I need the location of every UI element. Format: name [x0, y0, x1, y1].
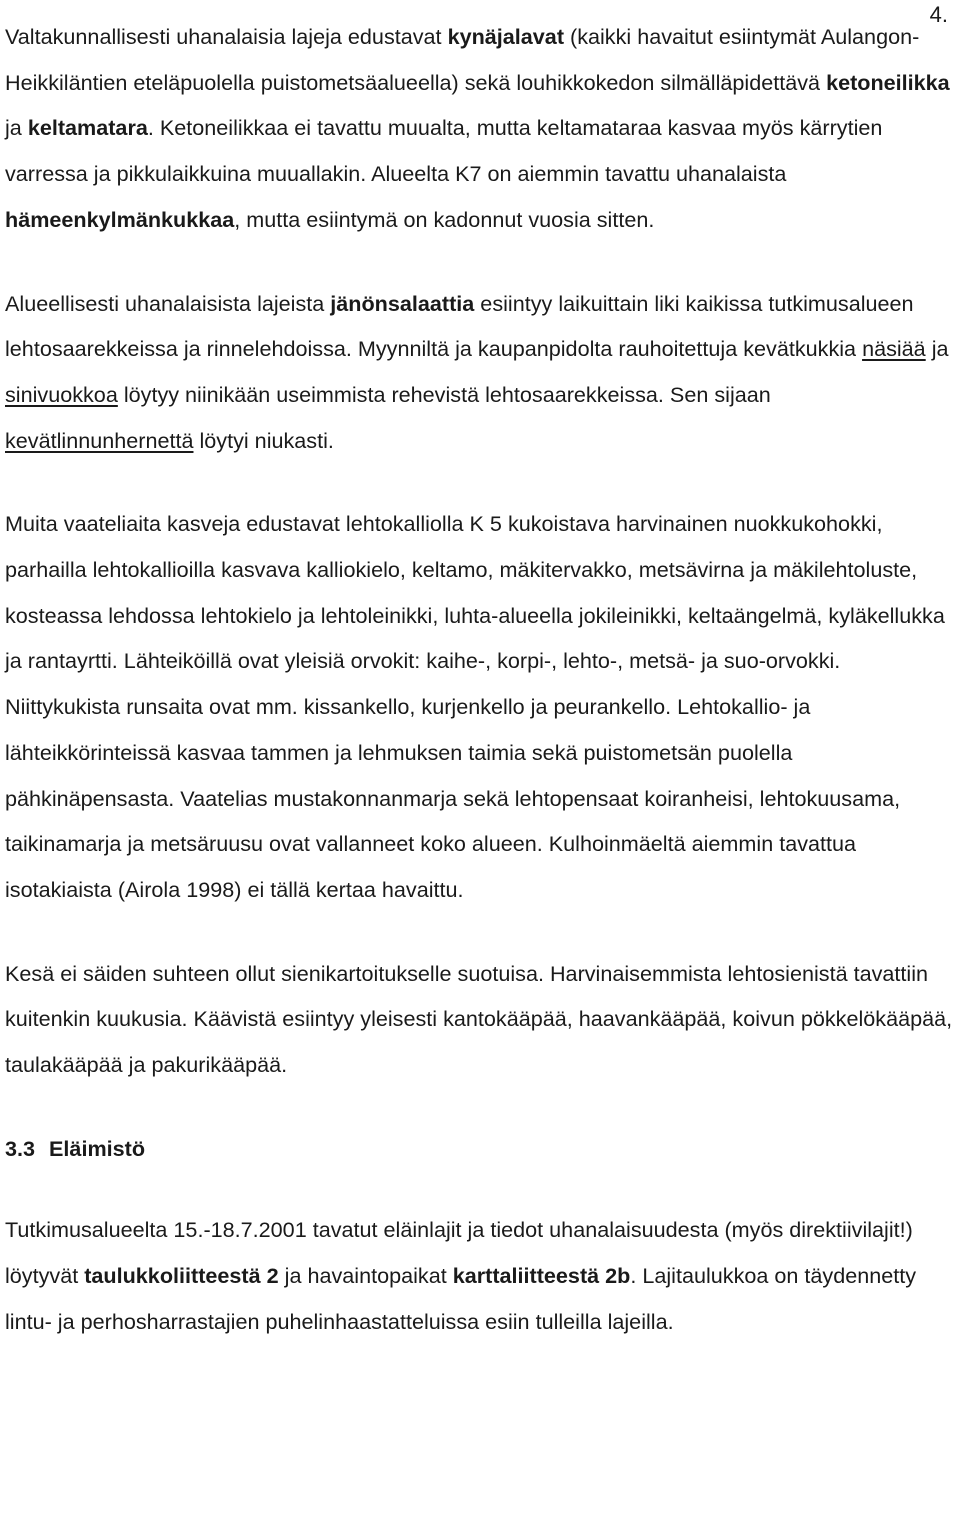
- species-kynajalavat: kynäjalavat: [447, 24, 565, 49]
- text-span: ja: [5, 115, 28, 141]
- paragraph-endangered-species: [5, 0, 957, 243]
- reference-karttaliite: karttaliitteestä 2b: [452, 1263, 631, 1289]
- section-heading: [5, 1126, 957, 1172]
- species-nasia: näsiää: [862, 336, 926, 362]
- paragraph-fungi: Kesä ei säiden suhteen ollut sienikartoitukselle suotuisa. Harvinaisemmista lehtosienistä tavattiin kuitenkin kuukusia. Käävistä esiintyy yleisesti kantokääpää, haavankääpää, koivun pökkelökääpää, taulakääpää ja pakurikääpää.: [5, 960, 953, 1078]
- species-sinivuokko: sinivuokkoa: [5, 381, 118, 407]
- document-body: [5, 0, 957, 1345]
- text-span: Tutkimusalueelta 15.-18.7.2001 tavatut eläinlajit ja tiedot uhanalaisuudesta (myös direktiivilajit!) löytyvät: [5, 1217, 913, 1289]
- page-number: 4.: [929, 2, 948, 27]
- paragraph-regional-species: [5, 281, 957, 464]
- reference-taulukkoliite: taulukkoliitteestä 2: [84, 1263, 279, 1289]
- paragraph-demanding-plants: Muita vaateliaita kasveja edustavat lehtokalliolla K 5 kukoistava harvinainen nuokkukohokki, parhailla lehtokallioilla kasvava kalliokielo, keltamo, mäkitervakko, metsävirna ja mäkilehtoluste, kosteassa lehdossa lehtokielo ja lehtoleinikki, luhta-alueella jokileinikki, keltaängelmä, kyläkellukka ja rantayrtti. Lähteiköillä ovat yleisiä orvokit: kaihe-, korpi-, lehto-, metsä- ja suo-orvokki. Niittykukista runsaita ovat mm. kissankello, kurjenkello ja peurankello. Lehtokallio- ja lähteikkörinteissä kasvaa tammen ja lehmuksen taimia sekä puistometsän puolella pähkinäpensasta. Vaatelias mustakonnanmarja sekä lehtopensaat koiranheisi, lehtokuusama, taikinamarja ja metsäruusu ovat vallanneet koko alueen. Kulhoinmäeltä aiemmin tavattua isotakiaista (Airola 1998) ei tällä kertaa havaittu.: [5, 511, 945, 902]
- species-ketoneilikka: ketoneilikka: [826, 69, 950, 95]
- text-span: ja havaintopaikat: [278, 1263, 453, 1289]
- paragraph-fauna: [5, 1207, 957, 1344]
- species-janonsalaatti: jänönsalaattia: [330, 290, 475, 316]
- text-span: , mutta esiintymä on kadonnut vuosia sitten.: [234, 206, 655, 232]
- text-span: Valtakunnallisesti uhanalaisia lajeja edustavat: [5, 24, 448, 49]
- text-span: . Lajitaulukkoa on täydennetty lintu- ja perhosharrastajien puhelinhaastatteluissa esiin tulleilla lajeilla.: [5, 1263, 917, 1334]
- text-span: ja: [925, 336, 949, 362]
- species-hameenkylmankukka: hämeenkylmänkukkaa: [5, 206, 235, 232]
- text-span: löytyi niukasti.: [193, 427, 334, 453]
- text-span: esiintyy laikuittain liki kaikissa tutkimusalueen lehtosaarekkeissa ja rinnelehdoissa. Myynniltä ja kaupanpidolta rauhoitettuja kevätkukkia: [5, 290, 914, 362]
- section-number: 3.3: [5, 1135, 36, 1161]
- species-keltamatara: keltamatara: [27, 115, 148, 141]
- text-span: löytyy niinikään useimmista rehevistä lehtosaarekkeissa. Sen sijaan: [117, 381, 771, 407]
- text-span: Alueellisesti uhanalaisista lajeista: [5, 290, 331, 316]
- section-title: Eläimistö: [49, 1135, 146, 1161]
- species-kevatlinnunherne: kevätlinnunhernettä: [5, 427, 194, 453]
- text-span: (kaikki havaitut esiintymät Aulangon-Heikkiläntien eteläpuolella puistometsäalueella) sekä louhikkokedon silmälläpidettävä: [5, 24, 920, 95]
- text-span: . Ketoneilikkaa ei tavattu muualta, mutta keltamataraa kasvaa myös kärrytien varressa ja pikkulaikkuina muuallakin. Alueelta K7 on aiemmin tavattu uhanalaista: [5, 115, 883, 187]
